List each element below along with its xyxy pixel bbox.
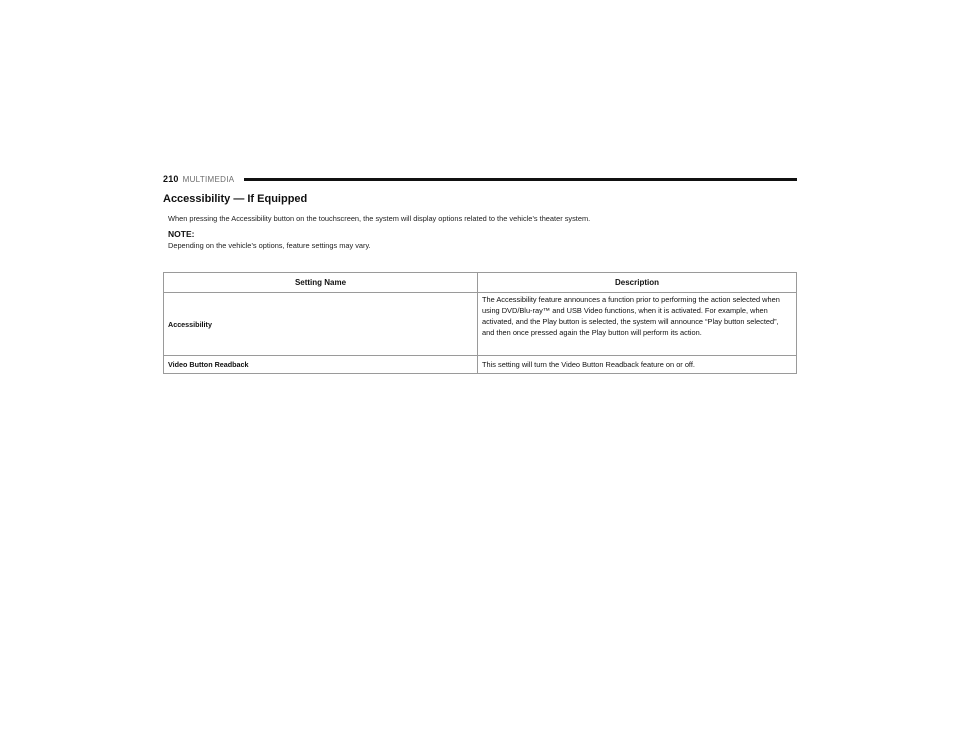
table-row (164, 293, 797, 356)
page-header (163, 172, 797, 186)
intro-paragraph: When pressing the Accessibility button on the touchscreen, the system will display options related to the vehicle’s theater system. (168, 214, 591, 223)
column-header-setting-name: Setting Name (164, 273, 478, 293)
settings-table (163, 272, 797, 374)
table-header-row (164, 273, 797, 293)
setting-name-cell: Accessibility (164, 293, 478, 356)
setting-description-cell: The Accessibility feature announces a function prior to performing the action selected when using DVD/Blu-ray™ and USB Video functions, when it is activated. For example, when activated, and the Play button is selected, the system will announce “Play button selected”, and then once pressed again the Play button will perform its action. (478, 293, 797, 356)
page-number: 210 (163, 174, 179, 184)
setting-description-cell: This setting will turn the Video Button Readback feature on or off. (478, 356, 797, 374)
section-heading: Accessibility — If Equipped (163, 193, 308, 205)
column-header-description: Description (478, 273, 797, 293)
setting-name-cell: Video Button Readback (164, 356, 478, 374)
header-rule (244, 178, 797, 181)
note-label: NOTE: (168, 229, 195, 239)
note-text: Depending on the vehicle’s options, feature settings may vary. (168, 241, 371, 250)
table-row (164, 356, 797, 374)
section-name: MULTIMEDIA (182, 174, 235, 184)
